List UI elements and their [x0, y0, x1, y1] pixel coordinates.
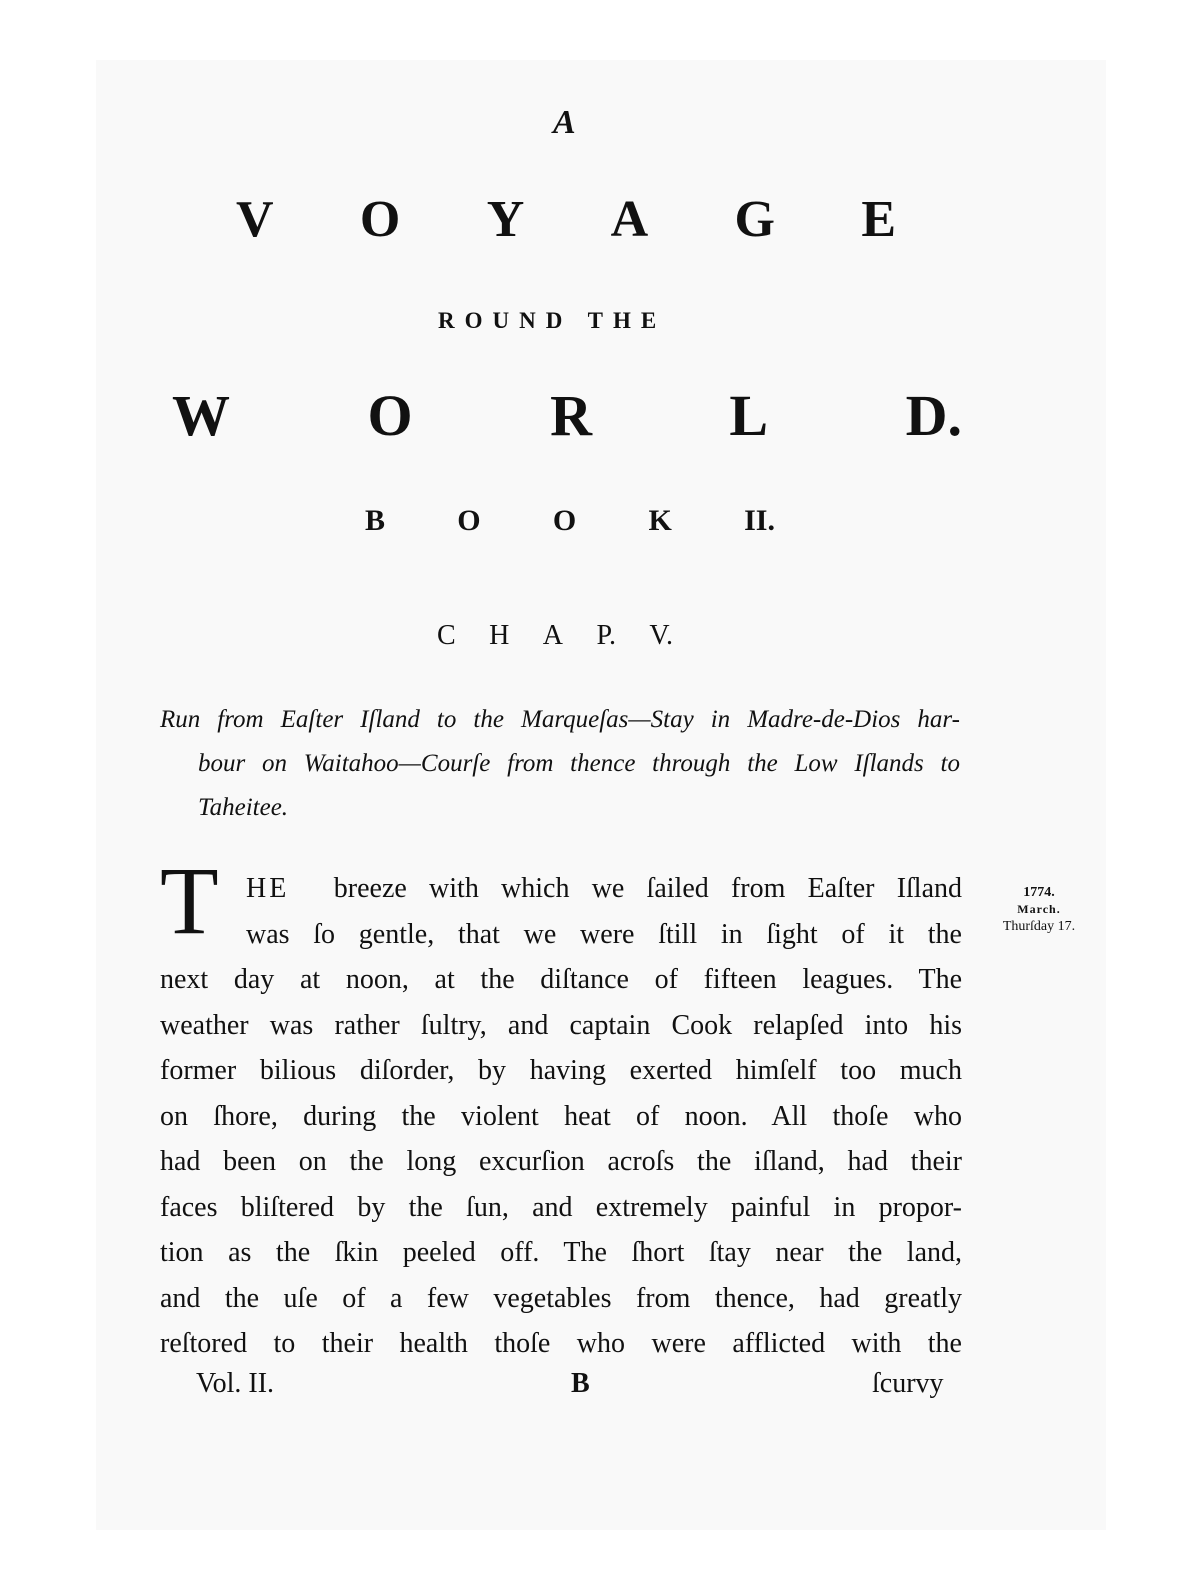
- body-line: reſtored to their health thoſe who were afflicted with the: [160, 1328, 962, 1359]
- body-line: next day at noon, at the diſtance of fifteen leagues. The: [160, 964, 962, 995]
- title-voyage: [236, 190, 896, 249]
- book-heading: [365, 504, 775, 538]
- title-letter: Y: [486, 191, 525, 248]
- summary-line: bour on Waitahoo—Courſe from thence through the Low Iſlands to: [198, 750, 960, 777]
- chapter-letter: C: [437, 620, 456, 651]
- chapter-letter: V.: [649, 620, 673, 651]
- chapter-heading: [437, 620, 673, 652]
- body-line-text: breeze with which we ſailed from Eaſter Iſland: [333, 873, 963, 904]
- title-letter: V: [236, 191, 274, 248]
- chapter-letter: A: [542, 620, 564, 651]
- margin-date-note: [984, 884, 1094, 935]
- book-letter: II.: [744, 504, 775, 537]
- footer-signature-mark: B: [571, 1368, 590, 1399]
- title-round-the: ROUND THE: [438, 308, 667, 333]
- body-line: former bilious diſorder, by having exerted himſelf too much: [160, 1055, 962, 1086]
- chapter-letter: H: [489, 620, 510, 651]
- body-line: tion as the ſkin peeled off. The ſhort ſtay near the land,: [160, 1237, 962, 1268]
- margin-day: Thurſday 17.: [1002, 919, 1076, 934]
- body-line: weather was rather ſultry, and captain Cook relapſed into his: [160, 1009, 962, 1041]
- title-letter: W: [172, 383, 230, 448]
- footer-volume: Vol. II.: [196, 1368, 275, 1399]
- book-letter: K: [648, 504, 672, 537]
- title-letter: R: [550, 383, 592, 448]
- title-letter: E: [861, 191, 896, 248]
- footer-catchword: ſcurvy: [872, 1368, 944, 1399]
- body-line: was ſo gentle, that we were ſtill in ſight of it the: [246, 918, 962, 950]
- title-article: A: [553, 104, 576, 141]
- body-text: [160, 866, 962, 1367]
- body-line: had been on the long excurſion acroſs the iſland, had their: [160, 1146, 962, 1177]
- title-letter: A: [610, 191, 649, 248]
- book-letter: O: [457, 504, 481, 537]
- body-line: on ſhore, during the violent heat of noon. All thoſe who: [160, 1100, 962, 1132]
- first-word-caps: HE: [246, 873, 290, 904]
- chapter-summary: [160, 698, 960, 830]
- book-letter: B: [365, 504, 386, 537]
- book-letter: O: [552, 504, 577, 537]
- drop-cap: T: [160, 847, 219, 954]
- body-line: faces bliſtered by the ſun, and extremely painful in propor-: [160, 1191, 962, 1223]
- chapter-letter: P.: [596, 620, 616, 651]
- margin-year: 1774.: [1023, 885, 1055, 900]
- summary-line: Run from Eaſter Iſland to the Marqueſas—Stay in Madre-de-Dios har-: [160, 706, 960, 733]
- title-letter: L: [729, 383, 769, 448]
- title-letter: D.: [905, 383, 962, 448]
- title-world: [172, 382, 962, 449]
- title-letter: O: [367, 383, 413, 448]
- body-line: [160, 866, 962, 912]
- title-letter: G: [734, 191, 775, 248]
- summary-line: Taheitee.: [198, 794, 289, 821]
- margin-month: March.: [1017, 902, 1061, 916]
- title-letter: O: [359, 191, 401, 248]
- body-line: and the uſe of a few vegetables from thence, had greatly: [160, 1282, 962, 1314]
